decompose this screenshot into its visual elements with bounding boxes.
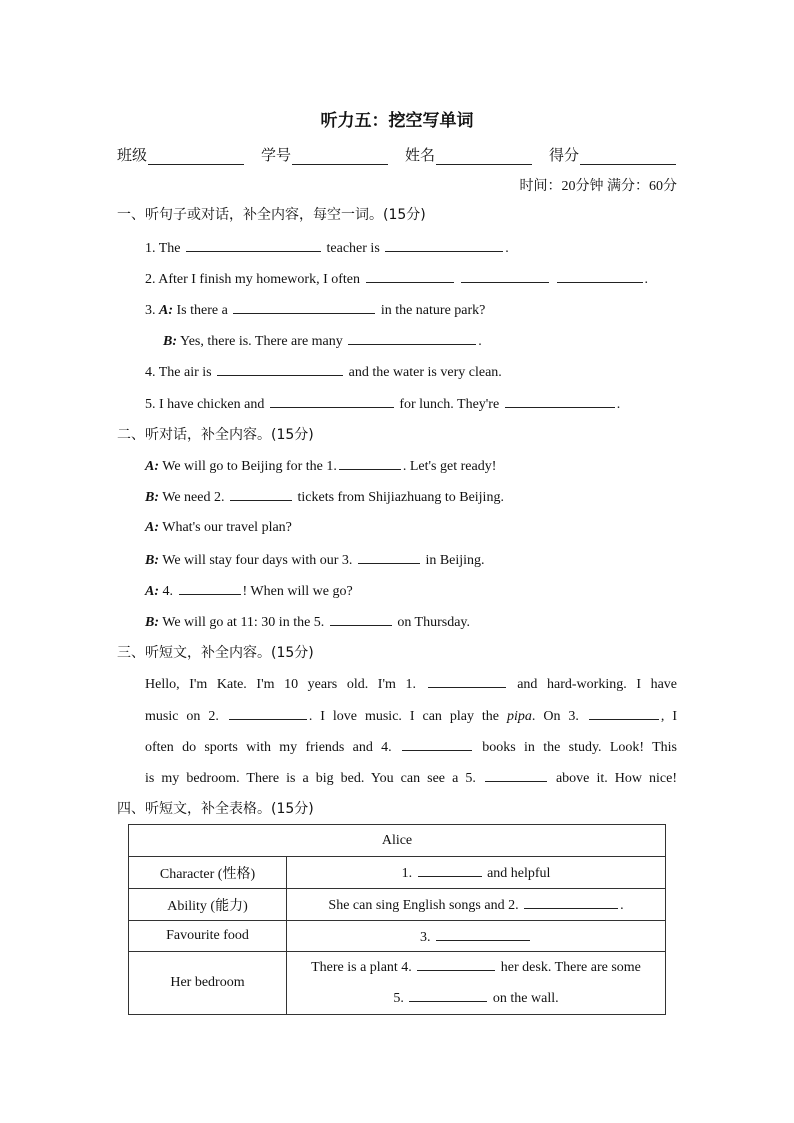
question-3a — [145, 300, 485, 321]
q3-blank-1[interactable] — [233, 300, 375, 314]
question-3b — [163, 331, 482, 352]
q5-blank-2[interactable] — [505, 394, 615, 408]
page-title: 听力五：挖空写单词 — [320, 111, 474, 131]
speaker-a: A: — [159, 303, 173, 318]
passage-text: , I — [660, 709, 678, 724]
name-blank[interactable] — [436, 149, 532, 165]
q3-number: 3. — [145, 303, 156, 318]
dialogue-text: We will go to Beijing for the 1. — [162, 459, 337, 474]
q1-blank-1[interactable] — [186, 238, 321, 252]
q2-text: 2. After I finish my homework, I often — [145, 272, 361, 287]
dialogue-text: . Let's get ready! — [402, 459, 497, 474]
blank-2-4[interactable] — [179, 581, 241, 595]
dialogue-line-3 — [145, 518, 292, 538]
cell-line — [291, 983, 661, 1014]
table-row — [129, 889, 666, 921]
blank-3-2[interactable] — [229, 706, 307, 720]
cell-text: 3. — [420, 929, 431, 945]
q5-text-2: for lunch. They're — [399, 397, 500, 412]
row-value-ability — [287, 889, 666, 921]
q4-text: 4. The air is — [145, 365, 212, 380]
score-label: 得分 — [549, 148, 580, 164]
dialogue-text: What's our travel plan? — [162, 520, 292, 535]
blank-4-2[interactable] — [524, 895, 618, 909]
section3-heading: 三、听短文，补全内容。(15分) — [117, 645, 314, 661]
passage-text: and hard-working. I have — [517, 677, 678, 692]
q2-blank-2[interactable] — [461, 269, 549, 283]
passage-text: books in the study. Look! This — [482, 740, 678, 755]
row-value-bedroom — [287, 952, 666, 1015]
q4-text-2: and the water is very clean. — [348, 365, 502, 380]
blank-4-5[interactable] — [409, 988, 487, 1002]
speaker-b: B: — [145, 553, 159, 568]
cell-line — [291, 952, 661, 983]
section1-heading: 一、听句子或对话，补全内容，每空一词。(15分) — [117, 207, 426, 223]
q1-end: . — [505, 241, 509, 256]
time-and-score-info: 时间：20分钟 满分：60分 — [519, 179, 677, 194]
q2-blank-1[interactable] — [366, 269, 454, 283]
blank-3-3[interactable] — [589, 706, 659, 720]
table-row — [129, 952, 666, 1015]
dialogue-line-2 — [145, 487, 504, 508]
dialogue-line-5 — [145, 581, 353, 602]
blank-2-3[interactable] — [358, 550, 420, 564]
passage-line-4 — [145, 768, 677, 789]
info-table — [128, 824, 666, 1015]
blank-3-1[interactable] — [428, 674, 506, 688]
passage-text: music on 2. — [145, 709, 219, 724]
cell-text: her desk. There are some — [500, 960, 641, 975]
passage-line-1 — [145, 674, 677, 695]
student-id-label: 学号 — [261, 148, 292, 164]
blank-4-1[interactable] — [418, 863, 482, 877]
student-id-blank[interactable] — [292, 149, 388, 165]
q2-end: . — [644, 272, 649, 287]
blank-3-4[interactable] — [402, 737, 472, 751]
q3-text: Is there a — [176, 303, 228, 318]
q4-blank[interactable] — [217, 362, 343, 376]
class-label: 班级 — [117, 148, 148, 164]
passage-text: Hello, I'm Kate. I'm 10 years old. I'm 1. — [145, 677, 416, 692]
class-field[interactable] — [117, 144, 244, 165]
blank-4-3[interactable] — [436, 927, 530, 941]
row-value-character — [287, 857, 666, 889]
blank-2-1[interactable] — [339, 456, 401, 470]
q5-end: . — [616, 397, 621, 412]
speaker-b: B: — [145, 490, 159, 505]
class-blank[interactable] — [148, 149, 244, 165]
row-label-food: Favourite food — [129, 921, 287, 952]
dialogue-text: ! When will we go? — [242, 584, 353, 599]
section2-heading: 二、听对话，补全内容。(15分) — [117, 427, 314, 443]
cell-text: on the wall. — [492, 991, 559, 1006]
question-5 — [145, 394, 620, 415]
pipa-word: pipa — [507, 709, 532, 724]
score-field[interactable] — [549, 144, 676, 165]
speaker-b: B: — [163, 334, 177, 349]
passage-line-2 — [145, 706, 677, 727]
q3-text-2: in the nature park? — [380, 303, 486, 318]
blank-2-5[interactable] — [330, 612, 392, 626]
passage-text: . I love music. I can play the — [308, 709, 500, 724]
dialogue-text: on Thursday. — [397, 615, 471, 630]
cell-text: 5. — [393, 991, 404, 1006]
table-row — [129, 921, 666, 952]
dialogue-text: We will go at 11: 30 in the 5. — [162, 615, 325, 630]
passage-text: . On 3. — [531, 709, 579, 724]
table-row — [129, 825, 666, 857]
dialogue-text: We will stay four days with our 3. — [162, 553, 353, 568]
question-4 — [145, 362, 502, 383]
table-header-alice: Alice — [129, 825, 666, 857]
q5-text: 5. I have chicken and — [145, 397, 265, 412]
section4-heading: 四、听短文，补全表格。(15分) — [117, 801, 314, 817]
q1-text-2: teacher is — [326, 241, 380, 256]
passage-text: often do sports with my friends and 4. — [145, 740, 392, 755]
row-label-bedroom: Her bedroom — [129, 952, 287, 1015]
blank-3-5[interactable] — [485, 768, 547, 782]
cell-text: She can sing English songs and 2. — [328, 898, 519, 913]
q3-end: . — [478, 334, 482, 349]
q3-blank-2[interactable] — [348, 331, 476, 345]
dialogue-text: 4. — [162, 584, 173, 599]
cell-text: . — [620, 898, 624, 913]
table-row — [129, 857, 666, 889]
row-label-ability: Ability (能力) — [129, 889, 287, 921]
q5-blank-1[interactable] — [270, 394, 394, 408]
dialogue-line-6 — [145, 612, 470, 633]
row-label-character: Character (性格) — [129, 857, 287, 889]
score-blank[interactable] — [580, 149, 676, 165]
speaker-a: A: — [145, 584, 159, 599]
dialogue-line-4 — [145, 550, 485, 571]
name-label: 姓名 — [405, 148, 436, 164]
student-info-row — [117, 144, 677, 166]
q1-text: 1. The — [145, 241, 181, 256]
cell-text: and helpful — [487, 866, 551, 881]
dialogue-text: We need 2. — [162, 490, 225, 505]
passage-text: is my bedroom. There is a big bed. You can see a 5. — [145, 771, 476, 786]
q2-blank-3[interactable] — [557, 269, 643, 283]
q1-blank-2[interactable] — [385, 238, 503, 252]
question-1 — [145, 238, 509, 259]
passage-line-3 — [145, 737, 677, 758]
cell-text: 1. — [401, 866, 413, 881]
q3-reply: Yes, there is. There are many — [179, 334, 343, 349]
student-id-field[interactable] — [261, 144, 388, 165]
dialogue-text: in Beijing. — [425, 553, 485, 568]
dialogue-line-1 — [145, 456, 496, 477]
speaker-a: A: — [145, 520, 159, 535]
blank-2-2[interactable] — [230, 487, 292, 501]
blank-4-4[interactable] — [417, 957, 495, 971]
dialogue-text: tickets from Shijiazhuang to Beijing. — [297, 490, 504, 505]
speaker-b: B: — [145, 615, 159, 630]
passage-text: above it. How nice! — [555, 771, 678, 786]
question-2 — [145, 269, 648, 290]
cell-text: There is a plant 4. — [311, 960, 412, 975]
name-field[interactable] — [405, 144, 532, 165]
row-value-food — [287, 921, 666, 952]
speaker-a: A: — [145, 459, 159, 474]
